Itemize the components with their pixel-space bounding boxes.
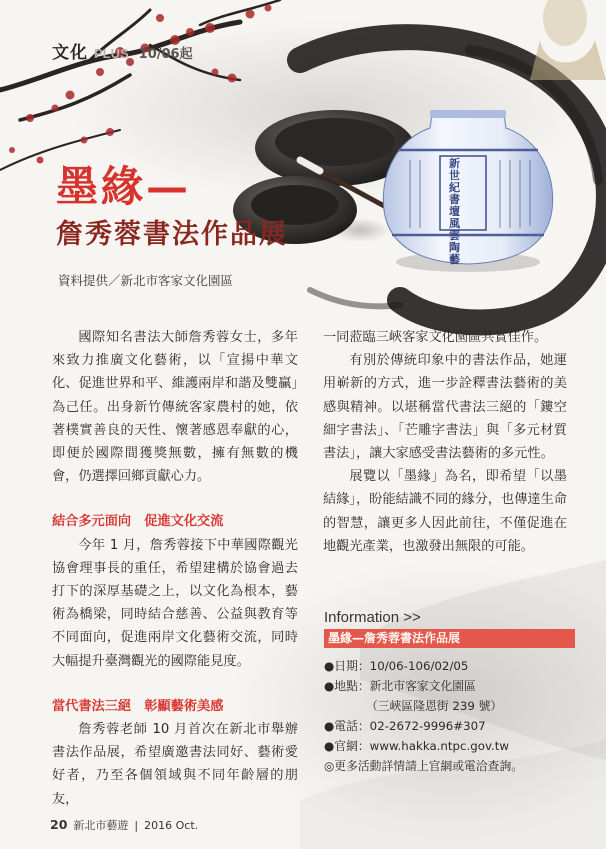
section-heading: 結合多元面向 促進文化交流 (52, 514, 224, 530)
paragraph: 詹秀蓉老師 10 月首次在新北市舉辦書法作品展，希望廣邀書法同好、藝術愛好者，乃至各個領域與不同年齡層的朋友， (52, 722, 298, 807)
article-title: 墨緣— (56, 162, 192, 211)
info-phone: ●電話：02-2672-9996#307 (324, 719, 486, 733)
paragraph: 國際知名書法大師詹秀蓉女士，多年來致力推廣文化藝術，以「宣揚中華文化、促進世界和平、維護兩岸和諧及雙贏」為己任。出身新竹傳統客家農村的她，依著樸實善良的天性、懷著感恩奉獻的心，即便於國際間獲獎無數，擁有無數的機會，仍選擇回鄉貢獻心力。 (52, 330, 298, 485)
info-note: ◎更多活動詳情請上官網或電洽查詢。 (324, 759, 524, 773)
paragraph: 一同蒞臨三峽客家文化園區共賞佳作。 (323, 330, 548, 345)
page-footer (50, 817, 198, 833)
article-subtitle: 詹秀蓉書法作品展 (56, 219, 288, 250)
left-column (52, 326, 298, 811)
statue (530, 0, 606, 80)
footer-separator: | (134, 819, 139, 832)
section-date: 10/06起 (138, 47, 193, 62)
publication-name: 新北市藝遊 (73, 819, 129, 832)
info-heading: Information >> (324, 609, 421, 626)
info-address: ●地點：新北市客家文化園區 (324, 679, 476, 693)
info-website: ●官網：www.hakka.ntpc.gov.tw (324, 739, 510, 753)
info-title-bar: 墨緣—詹秀蓉書法作品展 (324, 629, 575, 648)
vase-text: 新世紀書壇風雲陶藝 (449, 157, 460, 266)
paragraph: 展覽以「墨緣」為名，即希望「以墨結緣」，盼能結識不同的緣分，也傳達生命的智慧，讓更多人因此前往，不僅促進在地觀光產業，也激發出無限的可能。 (323, 469, 567, 554)
section-plus: PLUS (94, 46, 129, 61)
info-date: ●日期：10/06-106/02/05 (324, 659, 469, 673)
section-heading: 當代書法三絕 彰顯藝術美感 (52, 698, 224, 714)
section-label: 文化 (52, 43, 88, 63)
paragraph: 今年 1 月，詹秀蓉接下中華國際觀光協會理事長的重任，希望建構於協會過去打下的深厚基礎之上，以文化為根本，藝術為橋梁，同時結合慈善、公益與教育等不同面向，促進兩岸文化藝術交流，同時大幅提升臺灣觀光的國際能見度。 (52, 537, 298, 669)
paragraph: 有別於傳統印象中的書法作品，她運用嶄新的方式，進一步詮釋書法藝術的美感與精神。以堪稱當代書法三絕的「鏤空細字書法」、「芒雕字書法」與「多元材質書法」，讓大家感受書法藝術的多元性。 (323, 353, 567, 462)
issue-date: 2016 Oct. (144, 819, 199, 832)
info-list (324, 656, 564, 776)
article-credit: 資料提供／新北市客家文化園區 (58, 273, 234, 288)
right-column (323, 326, 567, 558)
info-address-detail: （三峽區隆恩街 239 號） (366, 699, 503, 713)
page-number: 20 (50, 817, 68, 832)
section-header (52, 38, 193, 63)
info-box (324, 609, 564, 776)
